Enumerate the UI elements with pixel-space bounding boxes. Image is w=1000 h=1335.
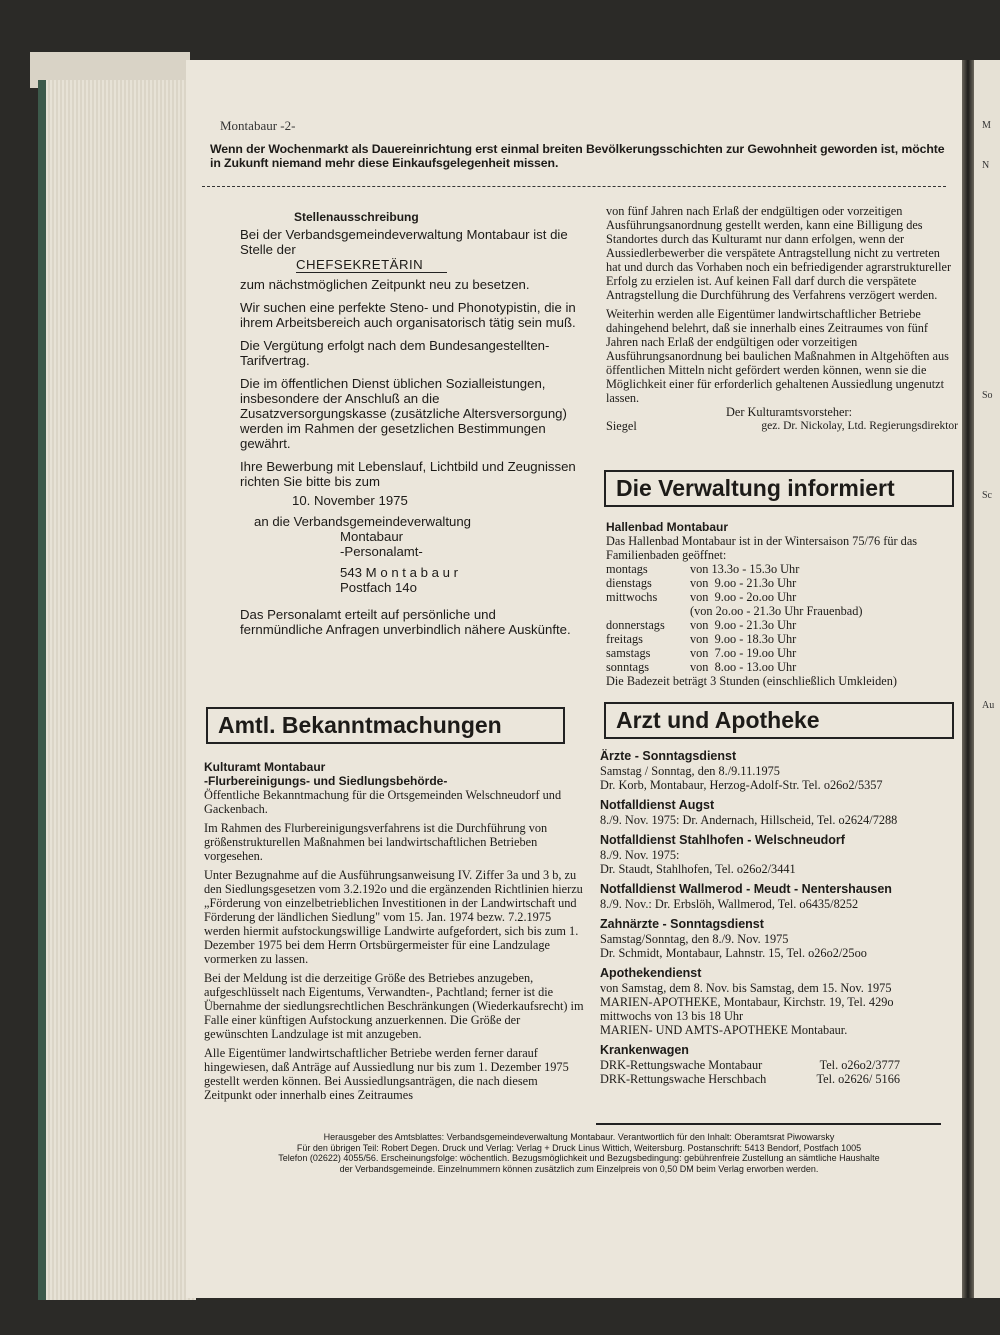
job-advertisement [240,210,580,645]
imprint-line: der Verbandsgemeinde. Einzelnummern können zusätzlich zum Einzelpreis von 0,50 DM beim Verlag erworben werden. [339,1163,819,1174]
service-line: Dr. Korb, Montabaur, Herzog-Adolf-Str. Tel. o26o2/5357 [600,778,883,792]
job-info: Das Personalamt erteilt auf persönliche und fernmündliche Anfragen unverbindlich nähere Auskünfte. [240,607,571,637]
amtl-bekanntmachungen-box: Amtl. Bekanntmachungen [206,707,565,744]
opening-hours-row [606,604,862,618]
service-heading: Notfalldienst Wallmerod - Meudt - Nentershausen [600,882,892,896]
ambulance-phone: Tel. o26o2/3777 [819,1058,900,1072]
signature-title: Der Kulturamtsvorsteher: [726,405,853,419]
job-address-to: an die Verbandsgemeindeverwaltung [254,514,472,529]
arzt-section [600,743,956,1086]
facing-page-fragment: M N So Sc Au [974,60,1000,1298]
amtl-paragraph: Öffentliche Bekanntmachung für die Ortsgemeinden Welschneudorf und Gackenbach. [204,788,562,816]
service-heading: Apothekendienst [600,966,702,980]
ambulance-phone: Tel. o2626/ 5166 [816,1072,900,1086]
amtl-paragraph: Alle Eigentümer landwirtschaftlicher Betriebe werden ferner darauf hingewiesen, daß Anträge auf Aussiedlung nur bis zum 1. Dezember 1975 gestellt werden können. Bei Aussiedlungsanträgen, die nach diesem Zeitpunkt oder innerhalb eines Zeitraumes [204,1046,569,1102]
opening-hours-row [606,646,862,660]
imprint-footer [204,1132,954,1174]
job-requirements: Wir suchen eine perfekte Steno- und Phonotypistin, die in ihrem Arbeitsbereich auch organisatorisch tätig sein muß. [240,300,576,330]
opening-day: dienstags [606,576,652,590]
book-page-edges [38,80,196,1300]
opening-time: von 9.oo - 2o.oo Uhr [690,590,797,604]
footer-rule [596,1123,941,1125]
service-line: mittwochs von 13 bis 18 Uhr [600,1009,744,1023]
job-pay: Die Vergütung erfolgt nach dem Bundesangestellten-Tarifvertrag. [240,338,550,368]
hallenbad-heading: Hallenbad Montabaur [606,520,729,534]
opening-day: sonntags [606,660,650,674]
job-apply: Ihre Bewerbung mit Lebenslauf, Lichtbild und Zeugnissen richten Sie bitte bis zum [240,459,576,489]
amtl-org-sub: -Flurbereinigungs- und Siedlungsbehörde- [204,774,448,788]
amtl-continuation [606,204,958,433]
arzt-apotheke-box: Arzt und Apotheke [604,702,954,739]
headline: Wenn der Wochenmarkt als Dauereinrichtung erst einmal breiten Bevölkerungsschichten zur Gewohnheit geworden ist, möchte in Zukunft niemand mehr diese Einkaufsgelegenheit missen. [210,142,945,170]
siegel-label: Siegel [606,419,637,433]
service-line: 8./9. Nov. 1975: Dr. Andernach, Hillscheid, Tel. o2624/7288 [600,813,898,827]
job-title: Stellenausschreibung [294,210,419,224]
service-heading: Zahnärzte - Sonntagsdienst [600,917,764,931]
opening-hours-row [606,632,862,646]
opening-time: (von 2o.oo - 21.3o Uhr Frauenbad) [690,604,863,618]
opening-hours-row [606,618,862,632]
service-line: 8./9. Nov.: Dr. Erbslöh, Wallmerod, Tel. o6435/8252 [600,897,859,911]
service-heading: Notfalldienst Augst [600,798,715,812]
service-line: 8./9. Nov. 1975: [600,848,680,862]
opening-day: samstags [606,646,651,660]
amtl-paragraph: Im Rahmen des Flurbereinigungsverfahrens ist die Durchführung von größenstrukturellen Maßnahmen bei landwirtschaftlichen Betrieben vorgesehen. [204,821,548,863]
opening-time: von 8.oo - 13.oo Uhr [690,660,797,674]
imprint-line: Telefon (02622) 4055/56. Erscheinungsfolge: wöchentlich. Bezugsmöglichkeit und Bezugsbedingung: gebührenfreie Zustellung an sämtliche Haushalte [278,1153,880,1163]
imprint-line: Für den übrigen Teil: Robert Degen. Druck und Verlag: Verlag + Druck Linus Wittich, Weitersburg. Postanschrift: 5413 Bendorf, Postfach 1005 [296,1142,862,1153]
opening-day: montags [606,562,648,576]
imprint-line: Herausgeber des Amtsblattes: Verbandsgemeindeverwaltung Montabaur. Verantwortlich für den Inhalt: Oberamtsrat Piwowarsky [323,1132,835,1142]
ambulance-station: DRK-Rettungswache Herschbach [600,1072,767,1086]
amtl-section [204,760,584,1107]
service-heading: Ärzte - Sonntagsdienst [600,749,737,763]
job-address-line: Postfach 14o [340,580,417,595]
page-header: Montabaur -2- [220,118,296,133]
job-address-line: Montabaur [340,529,404,544]
service-line: von Samstag, dem 8. Nov. bis Samstag, dem 15. Nov. 1975 [600,981,892,995]
opening-hours-table [606,562,862,674]
job-intro: Bei der Verbandsgemeindeverwaltung Montabaur ist die Stelle der [240,227,568,257]
service-line: Dr. Staudt, Stahlhofen, Tel. o26o2/3441 [600,862,796,876]
amtl-paragraph: Bei der Meldung ist die derzeitige Größe des Betriebes anzugeben, aufgeschlüsselt nach Eigentums, Verwandten-, Pachtland; ferner ist die Übernahme der siedlungsrechtlichen Beschränkungen (Wiederkaufsrecht) im Falle einer künftigen Aufstockung anzuerkennen. Die Größe der gewünschten Landzulage ist mit anzugeben. [204,971,584,1041]
ambulance-station: DRK-Rettungswache Montabaur [600,1058,763,1072]
service-line: MARIEN-APOTHEKE, Montabaur, Kirchstr. 19, Tel. 429o [600,995,894,1009]
verwaltung-section [606,520,958,688]
service-line: Dr. Schmidt, Montabaur, Lahnstr. 15, Tel. o26o2/25oo [600,946,867,960]
opening-day: donnerstags [606,618,665,632]
service-heading: Krankenwagen [600,1043,689,1057]
job-position: CHEFSEKRETÄRIN [296,257,447,273]
service-line: Samstag/Sonntag, den 8./9. Nov. 1975 [600,932,789,946]
job-address-line: -Personalamt- [340,544,423,559]
amtl-paragraph: Unter Bezugnahme auf die Ausführungsanweisung IV. Ziffer 3a und 3 b, zu den Siedlungsgesetzen vom 3.2.192o und die ergänzenden Richtlinien hierzu „Förderung von einzelbetrieblichen Investitionen in der Landwirtschaft und Förderung der ländlichen Siedlung" vom 15. Jan. 1974 bezw. 7.2.1975 werden hiermit aufstockungswillige Landwirte aufgefordert, sich bis zum 1. Dezember 1975 bei dem Herrn Ortsbürgermeister für eine Landzulage vormerken zu lassen. [204,868,583,966]
service-line: Samstag / Sonntag, den 8./9.11.1975 [600,764,780,778]
opening-day: mittwochs [606,590,658,604]
verwaltung-informiert-box: Die Verwaltung informiert [604,470,954,507]
opening-hours-row [606,576,862,590]
service-line: MARIEN- UND AMTS-APOTHEKE Montabaur. [600,1023,848,1037]
opening-time: von 9.oo - 18.3o Uhr [690,632,797,646]
amtl-paragraph: Weiterhin werden alle Eigentümer landwirtschaftlicher Betriebe dahingehend belehrt, daß sie innerhalb eines Zeitraumes von fünf Jahren nach Erlaß der endgültigen oder vorzeitigen Ausführungsanordnung bei baulichen Maßnahmen in Altgehöften aus öffentlichen Mitteln nicht gefördert werden können, wenn sie die Möglichkeit einer für erforderlich gehaltenen Aussiedlung ungenutzt lassen. [606,307,949,405]
job-deadline: 10. November 1975 [292,493,408,508]
hallenbad-intro: Das Hallenbad Montabaur ist in der Wintersaison 75/76 für das Familienbaden geöffnet: [606,534,918,562]
amtl-org: Kulturamt Montabaur [204,760,326,774]
opening-time: von 9.oo - 21.3o Uhr [690,576,797,590]
opening-day: freitags [606,632,643,646]
opening-time: von 7.oo - 19.oo Uhr [690,646,797,660]
opening-hours-row [606,660,862,674]
job-start: zum nächstmöglichen Zeitpunkt neu zu besetzen. [240,277,530,292]
dashed-divider [202,186,946,187]
opening-day [606,604,690,618]
hallenbad-note: Die Badezeit beträgt 3 Stunden (einschließlich Umkleiden) [606,674,897,688]
job-benefits: Die im öffentlichen Dienst üblichen Sozialleistungen, insbesondere der Anschluß an die Zusatzversorgungskasse (zusätzliche Altersversorgung) werden im Rahmen der gesetzlichen Bestimmungen gewährt. [240,376,567,451]
amtl-paragraph: von fünf Jahren nach Erlaß der endgültigen oder vorzeitigen Ausführungsanordnung gestellt werden, kann eine Billigung des Standortes durch das Kulturamt nur dann erfolgen, wenn der Aussiedlerbewerber die verspätete Antragstellung nicht zu vertreten hat und durch das Vorhaben noch ein befriedigender agrarstruktureller Erfolg zu erzielen ist. Auf keinen Fall darf durch die verspätete Antragstellung die Durchführung des Verfahrens verzögert werden. [606,204,952,302]
book-gutter [962,60,974,1298]
opening-time: von 9.oo - 21.3o Uhr [690,618,797,632]
opening-time: von 13.3o - 15.3o Uhr [690,562,800,576]
job-address-line: 543 M o n t a b a u r [340,565,459,580]
opening-hours-row [606,562,862,576]
document-page [186,60,962,1298]
service-heading: Notfalldienst Stahlhofen - Welschneudorf [600,833,845,847]
signature-name: gez. Dr. Nickolay, Ltd. Regierungsdirektor [761,420,958,432]
opening-hours-row [606,590,862,604]
